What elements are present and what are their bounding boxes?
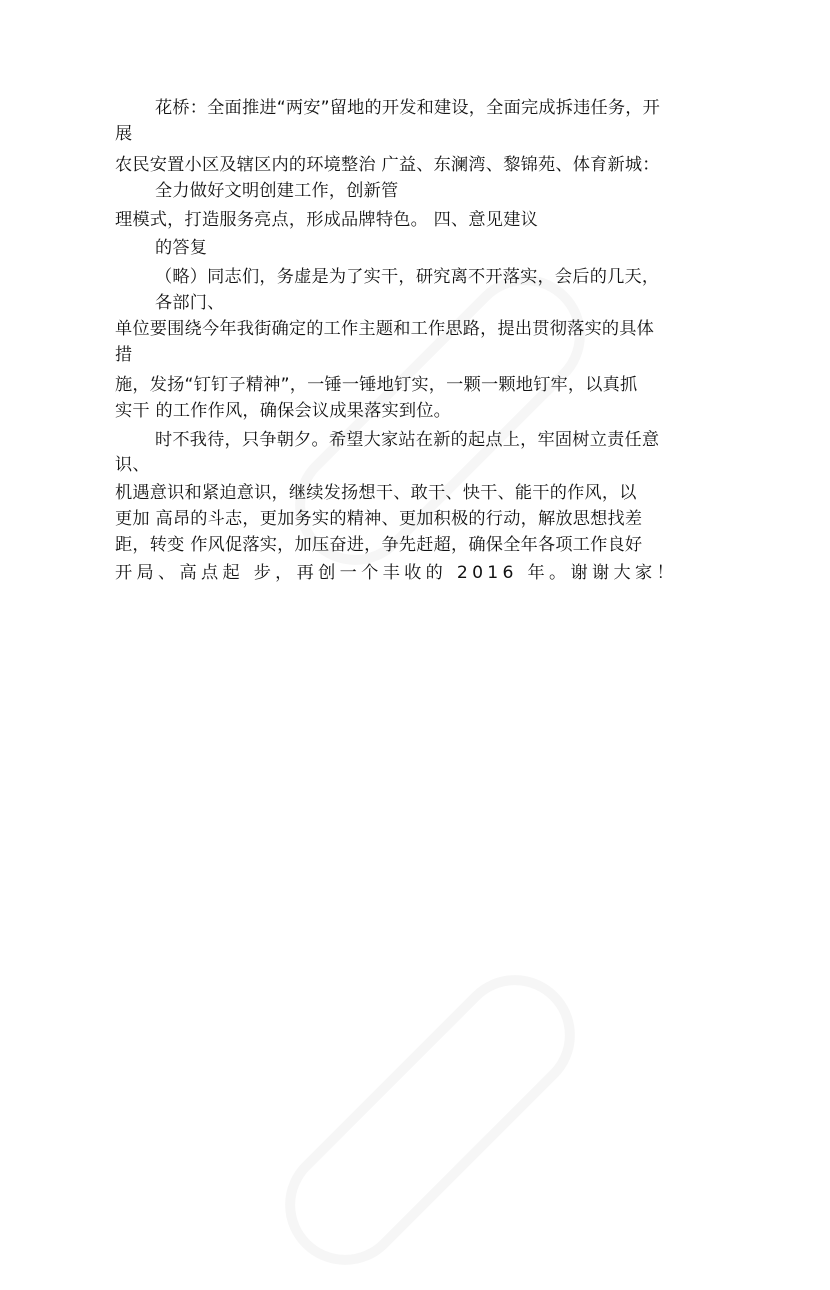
paragraph-line: 的答复 bbox=[155, 238, 208, 258]
paragraph-line: 开局、高点起 步，再创一个丰收的 2016 年。谢谢大家！ bbox=[115, 563, 678, 583]
paragraph-line: （略）同志们，务虚是为了实干，研究离不开落实，会后的几天， bbox=[155, 267, 660, 287]
paragraph-line: 机遇意识和紧迫意识，继续发扬想干、敢干、快干、能干的作风，以 bbox=[115, 483, 637, 503]
paragraph-line: 花桥：全面推进“两安”留地的开发和建设，全面完成拆违任务，开 bbox=[155, 98, 661, 118]
paragraph-line: 农民安置小区及辖区内的环境整治 广益、东澜湾、黎锦苑、体育新城： bbox=[115, 155, 660, 175]
paragraph-line: 理模式，打造服务亮点，形成品牌特色。 四、意见建议 bbox=[115, 210, 538, 230]
paragraph-line: 各部门、 bbox=[155, 293, 225, 313]
paragraph-line: 措 bbox=[115, 345, 133, 365]
paragraph-line: 全力做好文明创建工作，创新管 bbox=[155, 181, 399, 201]
paragraph-line: 识、 bbox=[115, 455, 150, 475]
paragraph-line: 单位要围绕今年我街确定的工作主题和工作思路，提出贯彻落实的具体 bbox=[115, 319, 655, 339]
paragraph-line: 施，发扬“钉钉子精神”，一锤一锤地钉实，一颗一颗地钉牢，以真抓 bbox=[115, 375, 638, 395]
paragraph-line: 展 bbox=[115, 124, 133, 144]
paragraph-line: 更加 高昂的斗志，更加务实的精神、更加积极的行动，解放思想找差 bbox=[115, 509, 643, 529]
paragraph-line: 时不我待，只争朝夕。希望大家站在新的起点上，牢固树立责任意 bbox=[155, 430, 660, 450]
paragraph-line: 实干 的工作作风，确保会议成果落实到位。 bbox=[115, 401, 452, 421]
watermark bbox=[260, 950, 599, 1289]
paragraph-line: 距，转变 作风促落实，加压奋进，争先赶超，确保全年各项工作良好 bbox=[115, 535, 643, 555]
